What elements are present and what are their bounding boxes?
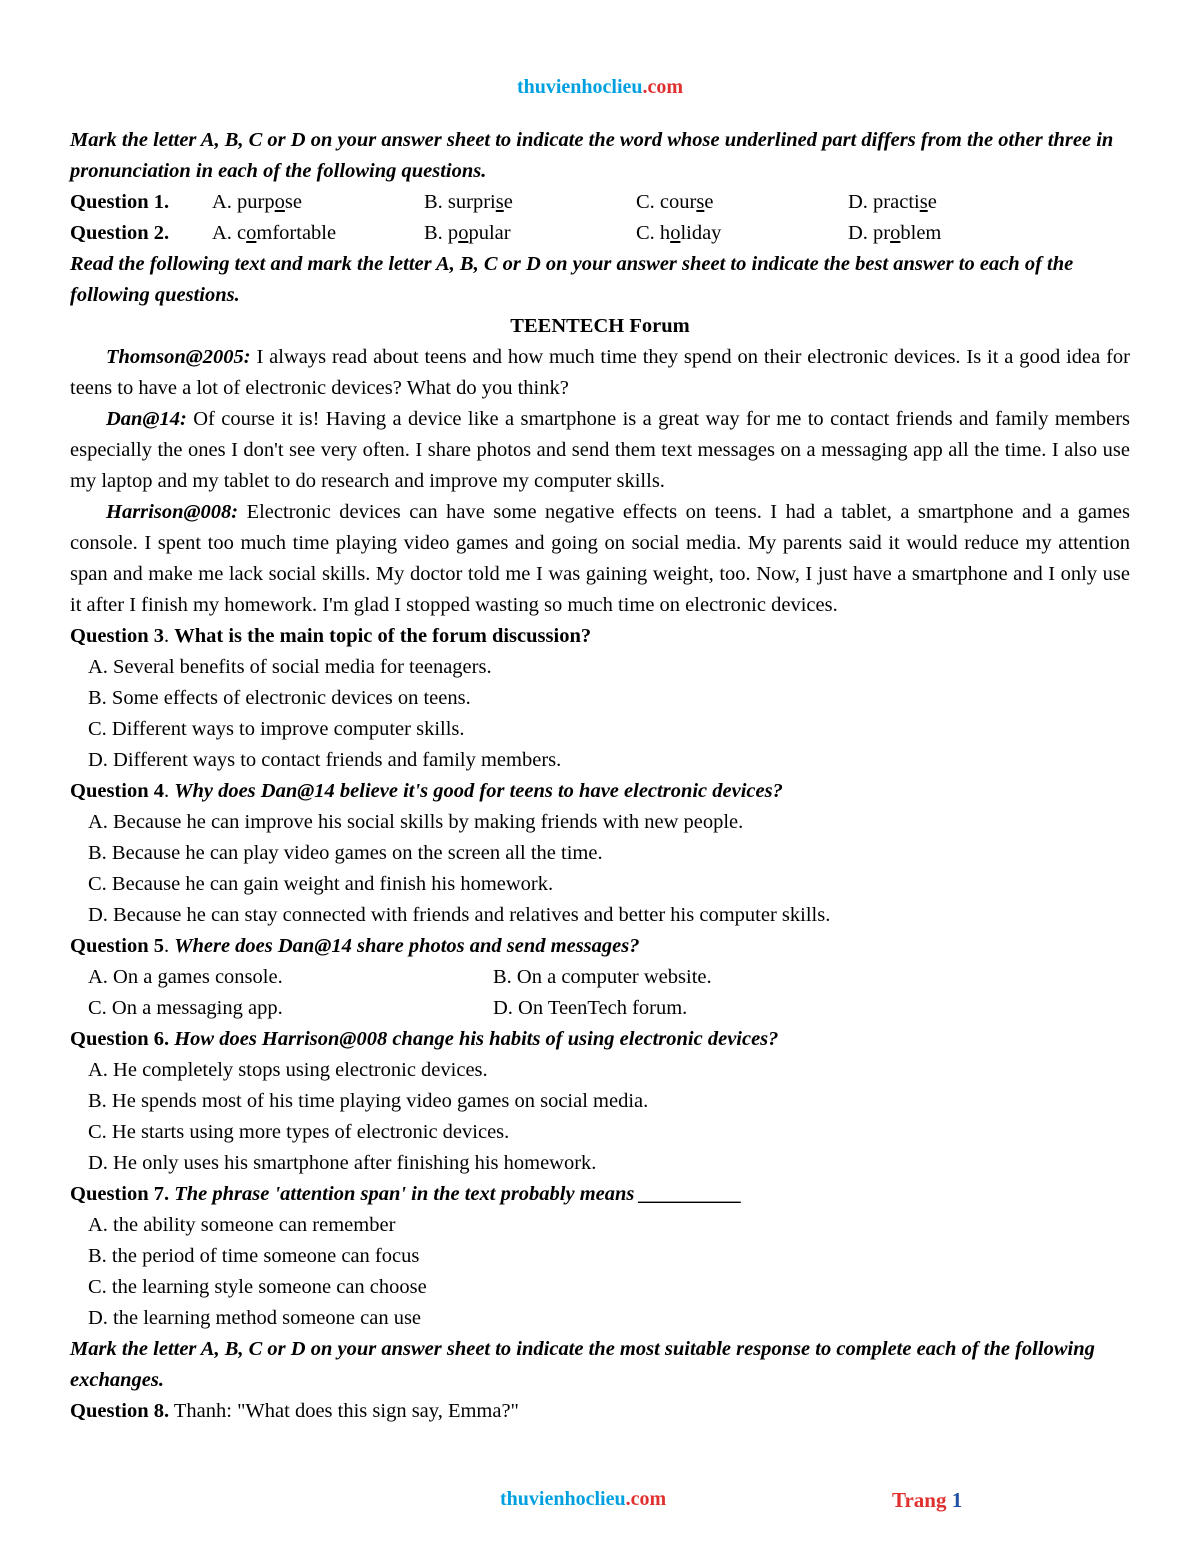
post-text: Electronic devices can have some negative effects on teens. I had a tablet, a smartphone and a games console. I spent too much time playing video games and going on social media. My parents said it would reduce my attention span and make me lack social skills. My doctor told me I was gaining weight, too. Now, I just have a smartphone and I only use it after I finish my homework. I'm glad I stopped wasting so much time on electronic devices. [70, 501, 1130, 616]
question-8-text: Thanh: "What does this sign say, Emma?" [173, 1400, 519, 1422]
question-3: Question 3. What is the main topic of the forum discussion? [70, 625, 592, 647]
q4-answer-d: D. Because he can stay connected with friends and relatives and better his computer skills. [88, 904, 831, 926]
q7-answer-b: B. the period of time someone can focus [88, 1245, 420, 1267]
document-body [70, 125, 1130, 1427]
site-logo [0, 76, 1200, 99]
q5-answer-a: A. On a games console. [88, 966, 283, 988]
q4-answer-a: A. Because he can improve his social skills by making friends with new people. [88, 811, 744, 833]
question-5: Question 5. Where does Dan@14 share photos and send messages? [70, 935, 640, 957]
q2-option-d: D. problem [848, 222, 942, 244]
q3-answer-d: D. Different ways to contact friends and family members. [88, 749, 562, 771]
post-user: Thomson@2005: [106, 346, 251, 368]
q5-answer-b: B. On a computer website. [493, 966, 712, 988]
q5-answer-row-1 [70, 962, 1130, 993]
logo-main: thuvienhoclieu [516, 76, 643, 98]
q3-answer-b: B. Some effects of electronic devices on teens. [88, 687, 471, 709]
page-footer [0, 1488, 1200, 1518]
post-user: Dan@14: [106, 408, 187, 430]
question-2 [70, 218, 1130, 249]
footer-logo: thuvienhoclieu.com [500, 1488, 667, 1510]
question-7: Question 7. The phrase 'attention span' in the text probably means __________ [70, 1183, 743, 1205]
forum-post-thomson [70, 342, 1130, 404]
question-3-text: What is the main topic of the forum discussion? [174, 625, 592, 647]
q1-option-b: B. surprise [424, 191, 513, 213]
question-5-text: Where does Dan@14 share photos and send messages? [174, 935, 640, 957]
q2-option-b: B. popular [424, 222, 511, 244]
q4-answer-b: B. Because he can play video games on the screen all the time. [88, 842, 603, 864]
q7-answer-c: C. the learning style someone can choose [88, 1276, 427, 1298]
response-instruction: Mark the letter A, B, C or D on your answer sheet to indicate the most suitable response to complete each of the following exchanges. [70, 1338, 1095, 1391]
logo-dot: .com [642, 76, 684, 98]
q3-answer-a: A. Several benefits of social media for teenagers. [88, 656, 492, 678]
post-text: Of course it is! Having a device like a smartphone is a great way for me to contact friends and family members especially the ones I don't see very often. I share photos and send them text messages on a messaging app all the time. I also use my laptop and my tablet to do research and improve my computer skills. [70, 408, 1130, 492]
post-text: I always read about teens and how much time they spend on their electronic devices. Is it a good idea for teens to have a lot of electronic devices? What do you think? [70, 346, 1130, 399]
q6-answer-b: B. He spends most of his time playing video games on social media. [88, 1090, 649, 1112]
forum-title: TEENTECH Forum [510, 315, 690, 337]
q3-answer-c: C. Different ways to improve computer skills. [88, 718, 465, 740]
forum-post-harrison [70, 497, 1130, 621]
question-4-text: Why does Dan@14 believe it's good for teens to have electronic devices? [174, 780, 783, 802]
pronunciation-instruction: Mark the letter A, B, C or D on your answer sheet to indicate the word whose underlined part differs from the other three in pronunciation in each of the following questions. [70, 129, 1114, 182]
q7-answer-d: D. the learning method someone can use [88, 1307, 422, 1329]
q5-answer-c: C. On a messaging app. [88, 997, 283, 1019]
q2-option-a: A. comfortable [212, 222, 337, 244]
question-1 [70, 187, 1130, 218]
q6-answer-a: A. He completely stops using electronic devices. [88, 1059, 488, 1081]
q7-answer-a: A. the ability someone can remember [88, 1214, 396, 1236]
page-number: Trang 1 [892, 1488, 963, 1512]
post-user: Harrison@008: [106, 501, 239, 523]
q6-answer-c: C. He starts using more types of electronic devices. [88, 1121, 510, 1143]
q5-answer-row-2 [70, 993, 1130, 1024]
question-1-label: Question 1. [70, 191, 170, 213]
forum-post-dan [70, 404, 1130, 497]
question-7-text: The phrase 'attention span' in the text probably means __________ [174, 1183, 743, 1205]
q1-option-c: C. course [636, 191, 714, 213]
question-6-text: How does Harrison@008 change his habits of using electronic devices? [174, 1028, 779, 1050]
reading-instruction: Read the following text and mark the letter A, B, C or D on your answer sheet to indicate the best answer to each of the following questions. [70, 253, 1074, 306]
q4-answer-c: C. Because he can gain weight and finish his homework. [88, 873, 554, 895]
q2-option-c: C. holiday [636, 222, 722, 244]
question-2-label: Question 2. [70, 222, 170, 244]
question-6: Question 6. How does Harrison@008 change his habits of using electronic devices? [70, 1028, 779, 1050]
q6-answer-d: D. He only uses his smartphone after finishing his homework. [88, 1152, 597, 1174]
question-8: Question 8. Thanh: "What does this sign say, Emma?" [70, 1400, 519, 1422]
q1-option-d: D. practise [848, 191, 937, 213]
q1-option-a: A. purpose [212, 191, 302, 213]
question-4: Question 4. Why does Dan@14 believe it's good for teens to have electronic devices? [70, 780, 783, 802]
q5-answer-d: D. On TeenTech forum. [493, 997, 688, 1019]
